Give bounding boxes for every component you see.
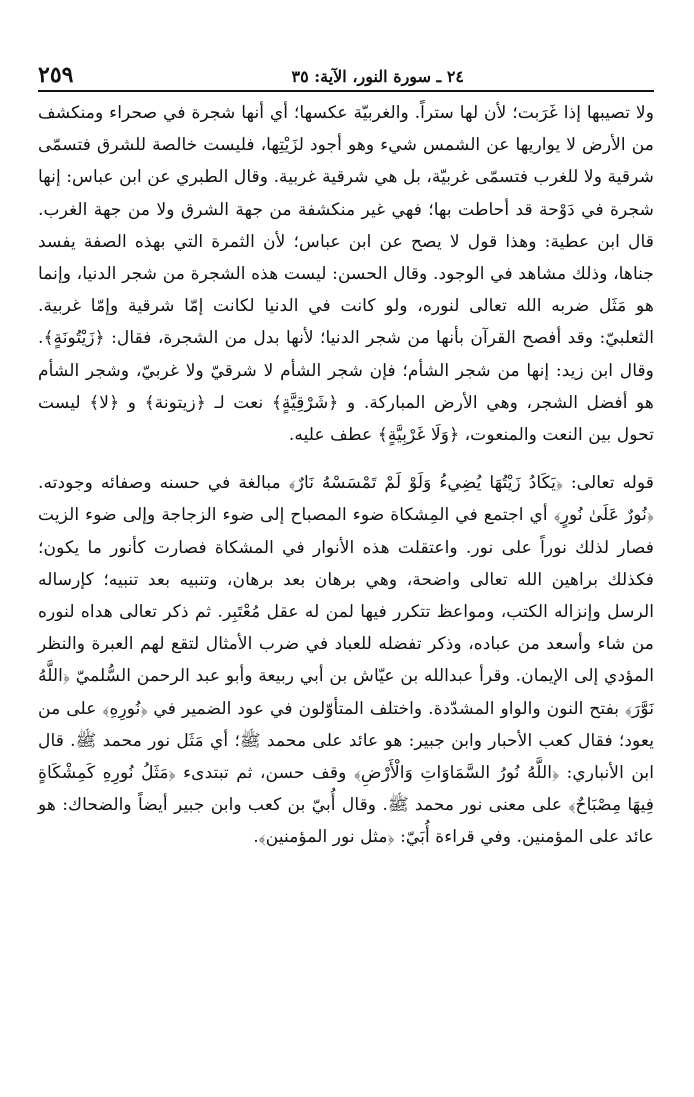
paragraph-1: ولا تصيبها إذا غَرَبت؛ لأن لها ستراً. والغربيّة عكسها؛ أي أنها شجرة في صحراء ومنكشف من الأرض لا يواريها عن الشمس شيء وهو أجود لزَيْتِها، فليست خالصة للشرق فتسمّى شرقية ولا للغرب فتسمّى غربيّة، بل هي شرقية غربية. وقال الطبري عن ابن عباس: إنها شجرة في دَوْحة قد أحاطت بها؛ فهي غير منكشفة من جهة الشرق ولا من جهة الغرب. قال ابن عطية: وهذا قول لا يصح عن ابن عباس؛ لأن الثمرة التي بهذه الصفة يفسد جناها، وذلك مشاهد في الوجود. وقال الحسن: ليست هذه الشجرة من شجر الدنيا، وإنما هو مَثَل ضربه الله تعالى لنوره، ولو كانت في الدنيا لكانت إمّا شرقية وإمّا غربية. الثعلبيّ: وقد أفصح القرآن بأنها من شجر الدنيا؛ لأنها بدل من الشجرة، فقال: ﴿زَيْتُونَةٍ﴾. وقال ابن زيد: إنها من شجر الشأم؛ فإن شجر الشأم لا شرقيّ ولا غربيّ، وشجر الشأم هو أفضل الشجر، وهي الأرض المباركة. و ﴿شَرْقِيَّةٍ﴾ نعت لـ ﴿زيتونة﴾ و ﴿لا﴾ ليست تحول بين النعت والمنعوت، ﴿وَلَا غَرْبِيَّةٍ﴾ عطف عليه.	[38, 103, 654, 446]
page-number: ٢٥٩	[38, 62, 74, 88]
header-rule	[38, 90, 654, 92]
page-header	[38, 52, 654, 92]
paragraph-spacer	[38, 451, 654, 467]
page-body	[38, 97, 654, 854]
running-title: ٢٤ ـ سورة النور، الآية: ٣٥	[291, 67, 464, 86]
paragraph-2: قوله تعالى: ﴿يَكَادُ زَيْتُهَا يُضِيءُ وَلَوْ لَمْ تَمْسَسْهُ نَارٌ﴾ مبالغة في حسنه وصفائه وجودته. ﴿نُورٌ عَلَىٰ نُورٍ﴾ أي اجتمع في المِشكاة ضوء المصباح إلى ضوء الزجاجة وإلى ضوء الزيت فصار لذلك نوراً على نور. واعتقلت هذه الأنوار في المشكاة فصارت كأنور ما يكون؛ فكذلك براهين الله تعالى واضحة، وهي برهان بعد برهان، وتنبيه بعد تنبيه؛ كإرساله الرسل وإنزاله الكتب، ومواعظ تتكرر فيها لمن له عقل مُعْتَبِر. ثم ذكر تعالى هداه لنوره من شاء وأسعد من عباده، وذكر تفضله للعباد في ضرب الأمثال لتقع لهم العبرة والنظر المؤدي إلى الإيمان. وقرأ عبدالله بن عيّاش بن أبي ربيعة وأبو عبد الرحمن السُّلميّ ﴿اللَّهُ نَوَّرَ﴾ بفتح النون والواو المشدّدة. واختلف المتأوّلون في عود الضمير في ﴿نُورِهِ﴾ على من يعود؛ فقال كعب الأحبار وابن جبير: هو عائد على محمد ﷺ؛ أي مَثَل نور محمد ﷺ. قال ابن الأنباري: ﴿اللَّهُ نُورُ السَّمَاوَاتِ وَالْأَرْضِ﴾ وقف حسن، ثم تبتدىء ﴿مَثَلُ نُورِهِ كَمِشْكَاةٍ فِيهَا مِصْبَاحٌ﴾ على معنى نور محمد ﷺ. وقال أُبيّ بن كعب وابن جبير أيضاً والضحاك: هو عائد على المؤمنين. وفي قراءة أُبَيّ: ﴿مثل نور المؤمنين﴾.	[38, 473, 654, 848]
